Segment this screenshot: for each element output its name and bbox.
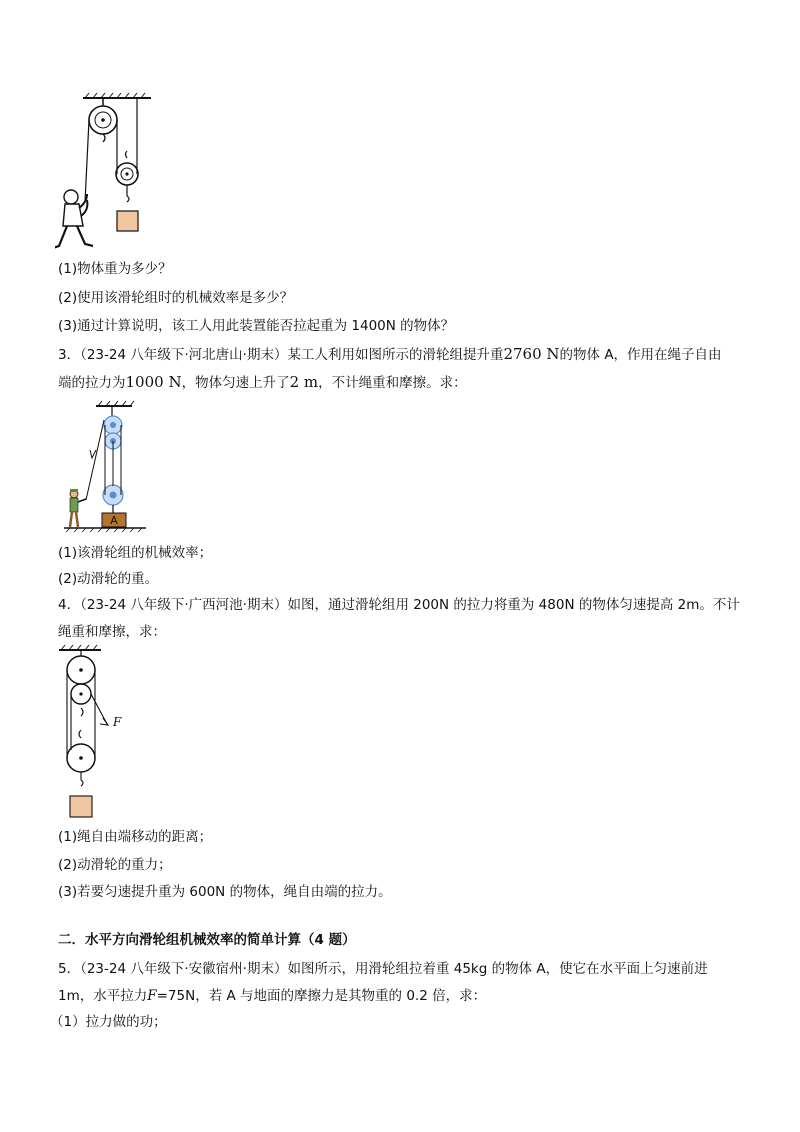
q5-line1: 5．（23-24 八年级下·安徽宿州·期末）如图所示，用滑轮组拉着重 45kg 的物体 A，使它在水平面上匀速前进	[58, 961, 708, 977]
q5-text-b: =75N，若 A 与地面的摩擦力是其物重的 0.2 倍，求：	[156, 988, 487, 1004]
q4-sub3: (3)若要匀速提升重为 600N 的物体，绳自由端的拉力。	[58, 884, 392, 900]
q4-line2: 绳重和摩擦，求：	[58, 624, 166, 640]
q3-text-d: ，物体匀速上升了	[181, 375, 290, 391]
q2-sub3: (3)通过计算说明，该工人用此装置能否拉起重为 1400N 的物体？	[58, 318, 455, 334]
q3-text-c: 端的拉力为	[58, 375, 126, 391]
q3-sub1: (1)该滑轮组的机械效率；	[58, 545, 213, 561]
q3-text-b: 的物体 A，作用在绳子自由	[559, 347, 722, 363]
q3-figure-label: A	[110, 514, 118, 527]
q4-line1: 4．（23-24 八年级下·广西河池·期末）如图，通过滑轮组用 200N 的拉力将重为 480N 的物体匀速提高 2m。不计	[58, 597, 740, 613]
q4-sub2: (2)动滑轮的重力；	[58, 857, 172, 873]
q5-force-var: F	[147, 988, 157, 1004]
q5-line2	[58, 986, 486, 1006]
q3-line1	[58, 344, 722, 365]
figure-pulley-block-a	[60, 398, 150, 534]
q2-sub1: (1)物体重为多少？	[58, 261, 172, 277]
q5-sub1: （1）拉力做的功；	[50, 1014, 167, 1030]
q3-sub2: (2)动滑轮的重。	[58, 571, 159, 587]
q3-text-e: ，不计绳重和摩擦。求：	[318, 375, 467, 391]
q3-distance-value: 2 m	[289, 373, 319, 391]
figure-pulley-force	[55, 644, 135, 820]
q4-force-label: F	[113, 715, 122, 729]
q3-text-a: 3．（23-24 八年级下·河北唐山·期末）某工人利用如图所示的滑轮组提升重	[58, 347, 504, 363]
q4-sub1: (1)绳自由端移动的距离；	[58, 829, 213, 845]
q5-text-a: 1m，水平拉力	[58, 988, 148, 1004]
q3-force-value: 1000 N	[125, 373, 182, 391]
q2-sub2: (2)使用该滑轮组时的机械效率是多少？	[58, 290, 294, 306]
q3-line2	[58, 372, 467, 393]
q3-weight-value: 2760 N	[503, 345, 560, 363]
figure-worker-pulley	[55, 92, 165, 254]
section-heading: 二．水平方向滑轮组机械效率的简单计算（4 题）	[58, 932, 356, 948]
